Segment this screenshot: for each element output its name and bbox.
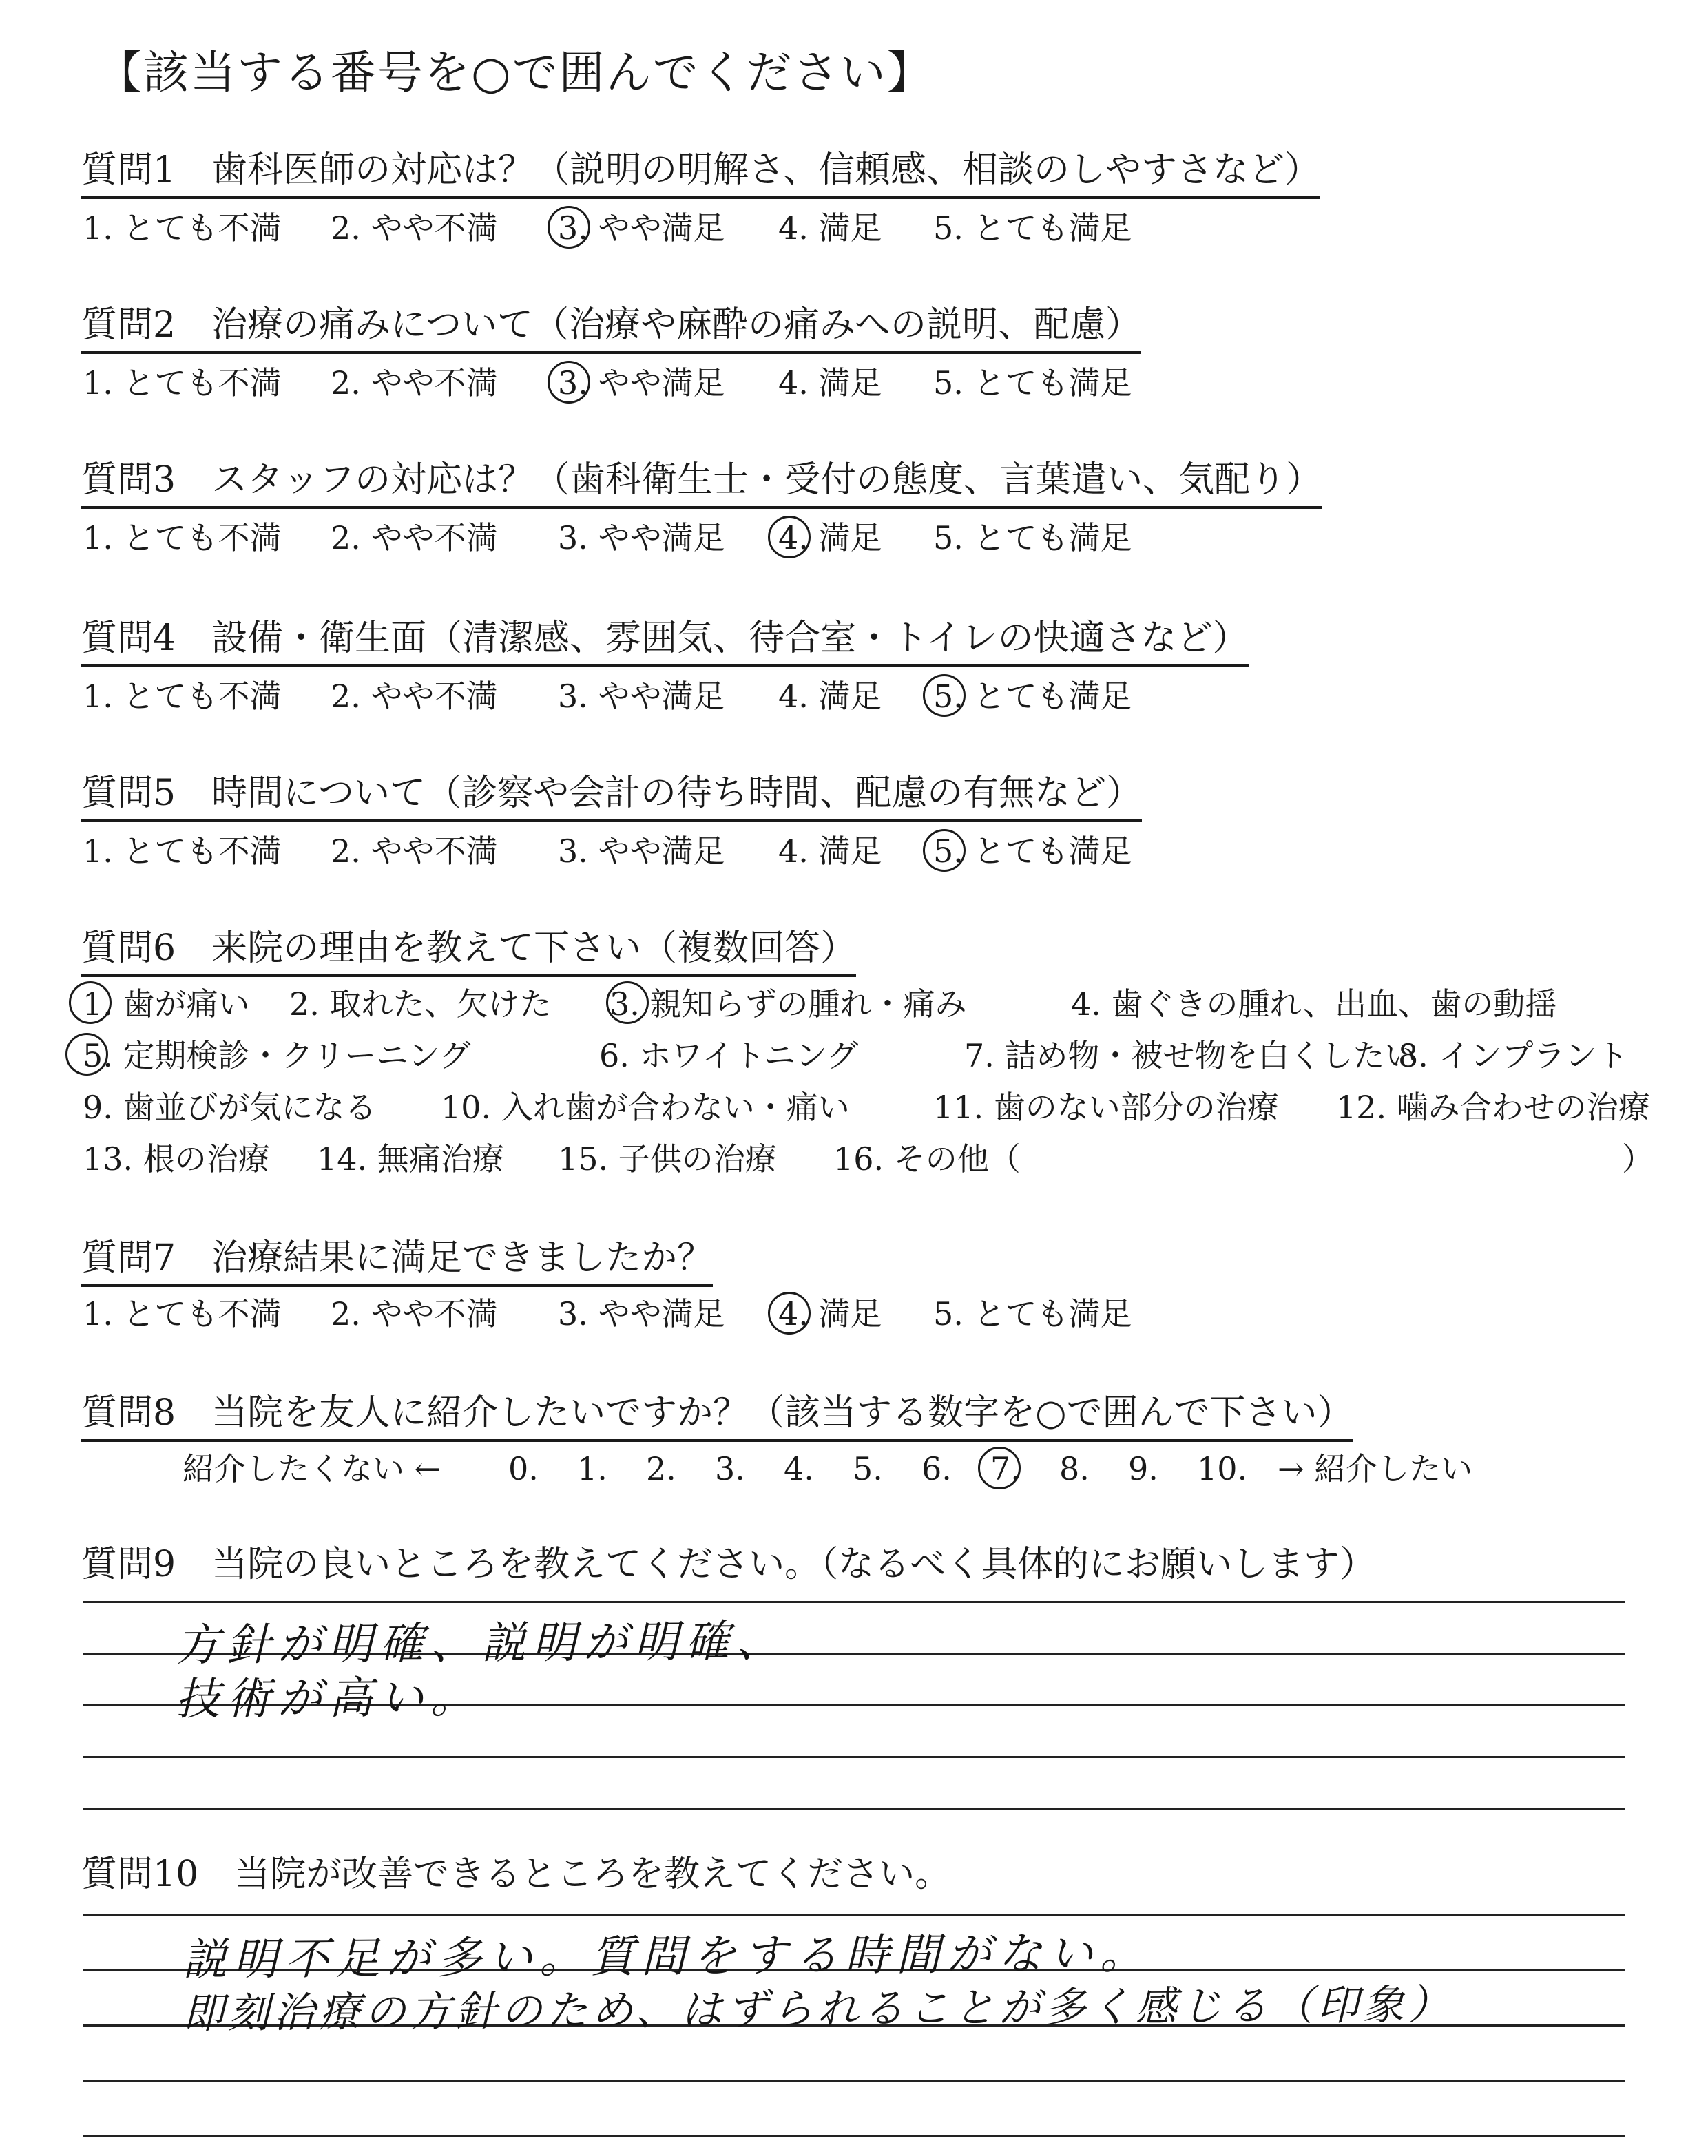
answer-line [83,2135,1625,2137]
answer-circle [69,981,112,1024]
q5-title: 質問5 時間について（診察や会計の待ち時間、配慮の有無など） [81,771,1142,822]
rating-option[interactable]: 4. 満足 [778,833,882,870]
rating-option[interactable]: 3. やや満足 [558,209,725,247]
rating-option[interactable]: 4. 満足 [778,519,882,556]
q6-option[interactable]: ） [1622,1140,1654,1178]
q8-scale-option[interactable]: 8. [1059,1450,1090,1487]
rating-option[interactable]: 2. やや不満 [331,519,498,556]
rating-option[interactable]: 4. 満足 [778,364,882,401]
answer-circle [768,1292,811,1335]
q8-scale-option[interactable]: 9. [1128,1450,1158,1487]
rating-option[interactable]: 3. やや満足 [558,364,725,401]
q6-option[interactable]: 15. 子供の治療 [558,1140,777,1178]
rating-option[interactable]: 2. やや不満 [331,364,498,401]
q8-scale-option[interactable]: 10. [1197,1450,1248,1487]
rating-option[interactable]: 2. やや不満 [331,678,498,715]
q8-scale-option[interactable]: 1. [577,1450,607,1487]
rating-option[interactable]: 2. やや不満 [331,209,498,247]
answer-line [83,1808,1625,1810]
rating-option[interactable]: 4. 満足 [778,678,882,715]
answer-circle [923,829,966,872]
q6-option[interactable]: 11. 歯のない部分の治療 [933,1089,1279,1126]
rating-option[interactable]: 3. やや満足 [558,1295,725,1332]
q6-option[interactable]: 6. ホワイトニング [599,1037,859,1074]
q6-option[interactable]: 16. その他（ [833,1140,1021,1178]
q2-title: 質問2 治療の痛みについて（治療や麻酔の痛みへの説明、配慮） [81,303,1141,354]
q6-option[interactable]: 12. 噛み合わせの治療 [1336,1089,1650,1126]
q9-answer-line-1: 方針が明確、説明が明確、 [175,1615,788,1672]
answer-circle [548,361,590,404]
form-header: 【該当する番号を○で囲んでください】 [96,46,934,99]
q6-option[interactable]: 7. 詰め物・被せ物を白くしたい [964,1037,1417,1074]
answer-line [83,1601,1625,1603]
rating-option[interactable]: 2. やや不満 [331,833,498,870]
q8-scale-option[interactable]: 5. [853,1450,883,1487]
answer-circle [768,516,811,558]
q10-answer-line-1: 説明不足が多い。質問をする時間がない。 [182,1928,1152,1986]
q4-title: 質問4 設備・衛生面（清潔感、雰囲気、待合室・トイレの快適さなど） [81,616,1249,667]
q6-option[interactable]: 4. 歯ぐきの腫れ、出血、歯の動揺 [1071,985,1557,1023]
q8-scale-option[interactable]: 0. [508,1450,539,1487]
q6-option[interactable]: 2. 取れた、欠けた [289,985,552,1023]
answer-circle [923,674,966,717]
q7-title: 質問7 治療結果に満足できましたか？ [81,1236,713,1287]
rating-option[interactable]: 1. とても不満 [83,1295,282,1332]
q6-title: 質問6 来院の理由を教えて下さい（複数回答） [81,926,856,977]
q8-scale-option[interactable]: 3. [715,1450,745,1487]
rating-option[interactable]: 5. とても満足 [933,519,1132,556]
answer-line [83,1914,1625,1916]
q8-scale-option[interactable]: 6. [921,1450,952,1487]
q10-answer-line-2: 即刻治療の方針のため、はずられることが多く感じる（印象） [182,1980,1454,2038]
q6-option[interactable]: 3. 親知らずの腫れ・痛み [610,985,967,1023]
q8-scale-option[interactable]: 4. [784,1450,814,1487]
q6-option[interactable]: 1. 歯が痛い [83,985,250,1023]
rating-option[interactable]: 1. とても不満 [83,364,282,401]
q8-right-label: → 紹介したい [1278,1450,1473,1487]
q8-scale-option[interactable]: 2. [646,1450,676,1487]
rating-option[interactable]: 1. とても不満 [83,209,282,247]
rating-option[interactable]: 4. 満足 [778,209,882,247]
rating-option[interactable]: 5. とても満足 [933,364,1132,401]
rating-option[interactable]: 5. とても満足 [933,678,1132,715]
answer-circle [978,1447,1021,1489]
rating-option[interactable]: 4. 満足 [778,1295,882,1332]
rating-option[interactable]: 3. やや満足 [558,519,725,556]
rating-option[interactable]: 2. やや不満 [331,1295,498,1332]
q10-title: 質問10 当院が改善できるところを教えてください。 [81,1854,951,1895]
answer-line [83,1756,1625,1758]
q6-option[interactable]: 10. 入れ歯が合わない・痛い [441,1089,850,1126]
q9-title: 質問9 当院の良いところを教えてください。（なるべく具体的にお願いします） [81,1544,1376,1585]
rating-option[interactable]: 1. とても不満 [83,519,282,556]
rating-option[interactable]: 5. とても満足 [933,833,1132,870]
q3-title: 質問3 スタッフの対応は？（歯科衛生士・受付の態度、言葉遣い、気配り） [81,458,1322,509]
q8-scale-option[interactable]: 7. [990,1450,1021,1487]
q6-option[interactable]: 5. 定期検診・クリーニング [83,1037,471,1074]
rating-option[interactable]: 1. とても不満 [83,678,282,715]
rating-option[interactable]: 3. やや満足 [558,833,725,870]
answer-circle [65,1033,108,1076]
rating-option[interactable]: 5. とても満足 [933,209,1132,247]
q9-answer-line-2: 技術が高い。 [175,1672,482,1726]
q6-option[interactable]: 14. 無痛治療 [317,1140,504,1178]
q1-title: 質問1 歯科医師の対応は？（説明の明解さ、信頼感、相談のしやすさなど） [81,148,1320,199]
rating-option[interactable]: 5. とても満足 [933,1295,1132,1332]
q6-option[interactable]: 9. 歯並びが気になる [83,1089,377,1126]
rating-option[interactable]: 1. とても不満 [83,833,282,870]
q8-title: 質問8 当院を友人に紹介したいですか？（該当する数字を○で囲んで下さい） [81,1391,1353,1442]
q6-option[interactable]: 8. インプラント [1398,1037,1629,1074]
answer-circle [606,981,649,1024]
q8-left-label: 紹介したくない ← [183,1450,441,1487]
answer-line [83,2080,1625,2082]
rating-option[interactable]: 3. やや満足 [558,678,725,715]
answer-circle [548,206,590,249]
q6-option[interactable]: 13. 根の治療 [83,1140,270,1178]
